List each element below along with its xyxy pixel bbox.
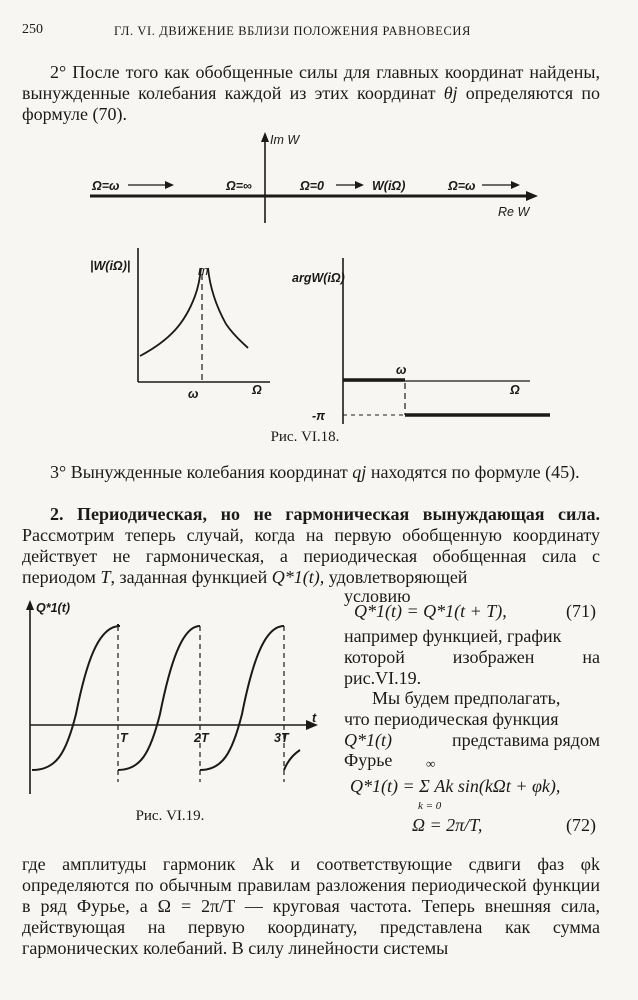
equation-71: Q*1(t) = Q*1(t + T), — [354, 601, 507, 621]
fig19-ylabel: Q*1(t) — [36, 601, 71, 615]
paragraph-fourier: где амплитуды гармоник Ak и соответствующие сдвиги фаз φk определяются по обычным правилам разложения периодической функции в ряд Фурье, а Ω = 2π/T — круговая частота. Теперь внешняя сила, действующая на первую координату, представлена как сумма гармонических колебаний. В силу линейности системы — [22, 854, 600, 958]
phase-ylabel: argW(iΩ) — [292, 271, 345, 285]
fig19-tick-T: T — [120, 731, 128, 745]
phase-Omega: Ω — [510, 383, 520, 397]
amplitude-xlabel-Omega: Ω — [252, 383, 262, 397]
side-line-e: что периодическая функция — [344, 709, 559, 729]
q-j: qj — [352, 462, 367, 482]
axis-im-w: Im W — [270, 133, 300, 147]
function-q1: Q*1(t), — [271, 567, 325, 587]
label-w-iomega: W(iΩ) — [372, 179, 406, 193]
amplitude-xlabel-omega: ω — [188, 387, 199, 401]
amplitude-plot — [90, 248, 270, 401]
figure-18-caption: Рис. VI.18. — [270, 429, 340, 445]
fig19-tick-3T: 3T — [274, 731, 289, 745]
label-omega-zero: Ω=0 — [300, 179, 325, 193]
equation-72-omega: Ω = 2π/T, — [412, 815, 483, 835]
side-line-b: которой изображен на — [344, 647, 600, 667]
label-omega-infinity: Ω=∞ — [226, 179, 252, 193]
label-omega-eq-w-left: Ω=ω — [92, 179, 120, 193]
phase-minus-pi: -π — [312, 409, 326, 423]
sum-lower-limit: k = 0 — [418, 800, 442, 812]
running-title: ГЛ. VI. ДВИЖЕНИЕ ВБЛИЗИ ПОЛОЖЕНИЯ РАВНОВЕСИЯ — [114, 24, 471, 38]
fig19-tick-2T: 2T — [194, 731, 209, 745]
fig19-xlabel: t — [312, 711, 317, 725]
complex-plane-diagram — [90, 132, 538, 223]
side-line-d: Мы будем предполагать, — [372, 688, 561, 708]
phase-plot — [292, 258, 550, 424]
axis-re-w: Re W — [498, 205, 530, 219]
side-line-c: рис.VI.19. — [344, 668, 422, 688]
paragraph-periodic-force: 2. Периодическая, но не гармоническая вынуждающая сила. Рассмотрим теперь случай, когда на первую обобщенную координату действует не гармоническая, а периодическая обобщенная сила с периодом T, заданная функцией Q*1(t), удовлетворяющей — [22, 504, 600, 587]
phase-omega: ω — [396, 363, 407, 377]
section-heading: 2. Периодическая, но не гармоническая вынуждающая сила. — [50, 504, 600, 524]
figure-vi-19 — [22, 594, 332, 809]
paragraph-3-degree: 3° Вынужденные колебания координат qj находятся по формуле (45). — [50, 462, 580, 482]
svg-text:т: т — [198, 264, 209, 278]
side-line-f: Q*1(t) представима рядом — [344, 730, 600, 750]
figure-vi-18 — [20, 128, 620, 428]
side-line-g: Фурье — [344, 750, 393, 770]
paragraph-2-degree: 2° После того как обобщенные силы для главных координат найдены, вынужденные колебания каждой из этих координат θj определяются по формуле (70). — [22, 62, 600, 124]
side-line-a: например функцией, график — [344, 626, 562, 646]
theta-j: θj — [443, 83, 458, 103]
label-omega-eq-w-right: Ω=ω — [448, 179, 476, 193]
side-condition: условию — [344, 586, 411, 606]
periodic-curve — [32, 624, 120, 770]
page-number: 250 — [22, 22, 43, 37]
figure-19-caption: Рис. VI.19. — [135, 808, 205, 824]
equation-72-number: (72) — [566, 815, 596, 835]
sum-upper-limit: ∞ — [426, 756, 436, 771]
equation-71-number: (71) — [566, 601, 596, 621]
amplitude-ylabel: |W(iΩ)| — [90, 259, 131, 273]
equation-72-series: Q*1(t) = Σ Ak sin(kΩt + φk), — [350, 776, 561, 796]
